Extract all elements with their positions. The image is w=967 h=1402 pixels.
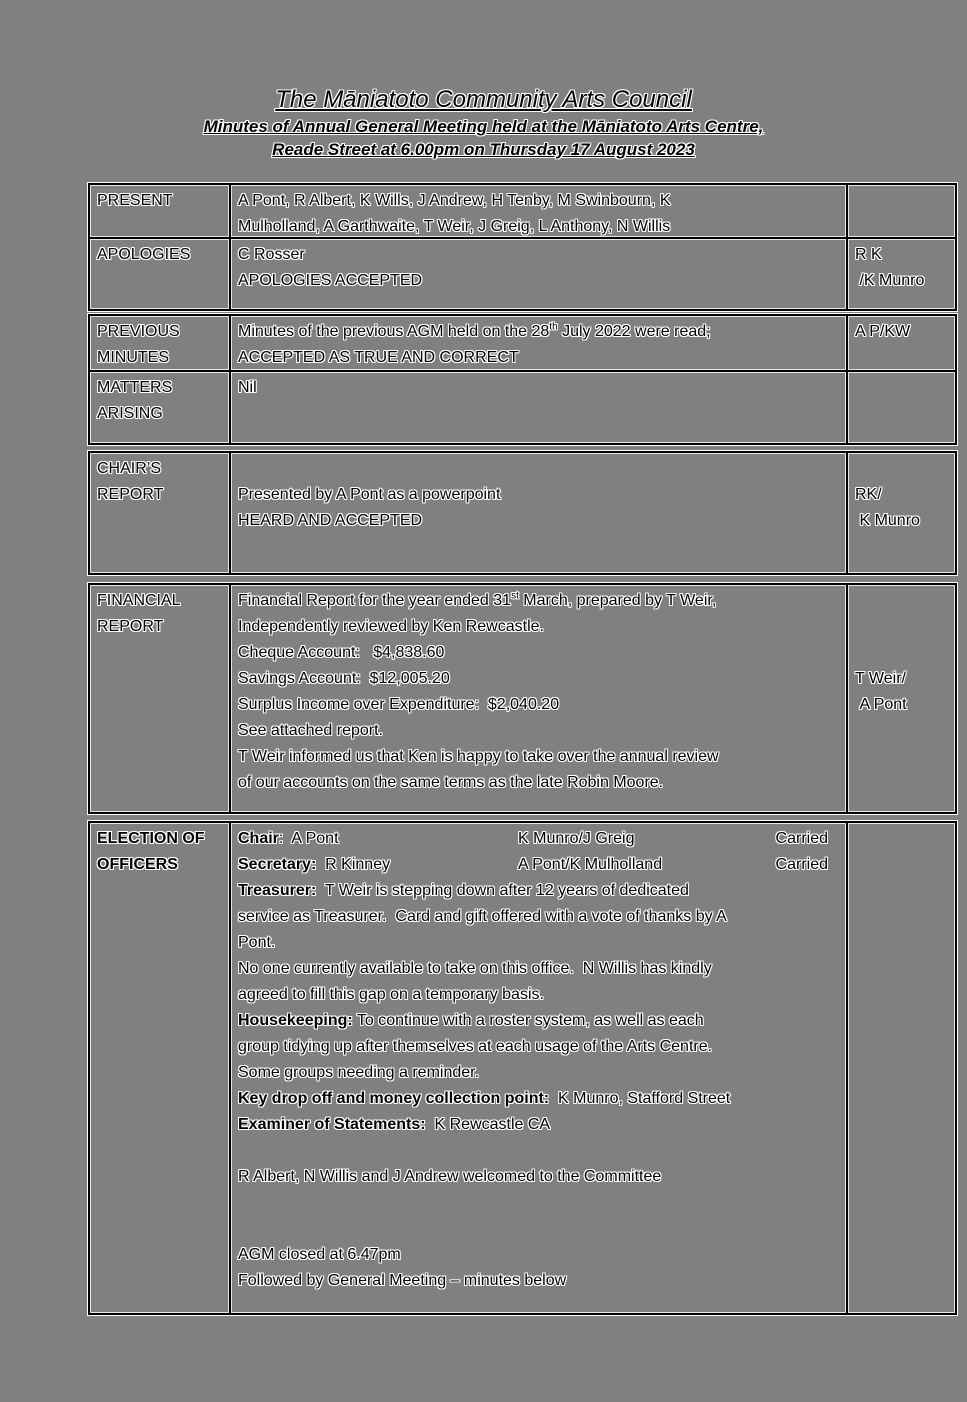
text-column: A Pont/K Mulholland bbox=[518, 856, 663, 873]
row-side-cell-chairs-report bbox=[846, 453, 955, 573]
text-segment: st bbox=[511, 590, 519, 602]
text-column: Carried bbox=[775, 830, 828, 847]
document-subtitle-line-2: Reade Street at 6.00pm on Thursday 17 August 2023 bbox=[272, 140, 695, 159]
text-line bbox=[855, 456, 947, 482]
text-line: Presented by A Pont as a powerpoint bbox=[238, 486, 501, 503]
text-column: Chair: A Pont bbox=[238, 830, 339, 847]
row-label-cell-previous-minutes bbox=[90, 316, 229, 370]
row-side-cell-financial-report bbox=[846, 585, 955, 812]
text-line: Followed by General Meeting – minutes below bbox=[238, 1272, 567, 1289]
text-line bbox=[855, 588, 947, 614]
text-line: Housekeeping: To continue with a roster system, as well as each bbox=[238, 1012, 704, 1029]
text-line: Mulholland, A Garthwaite, T Weir, J Greig, L Anthony, N Willis bbox=[238, 218, 671, 235]
text-line: Surplus Income over Expenditure: $2,040.20 bbox=[238, 696, 560, 713]
minutes-table-section-previous-minutes-section bbox=[88, 314, 957, 445]
minutes-table-section-attendance bbox=[88, 183, 957, 311]
row-side-cell-present bbox=[846, 185, 955, 237]
text-line: HEARD AND ACCEPTED bbox=[238, 512, 423, 529]
text-line: CHAIR’S bbox=[97, 460, 162, 477]
document-title: The Māniatoto Community Arts Council bbox=[275, 86, 692, 113]
text-segment: Housekeeping: bbox=[238, 1012, 353, 1029]
text-line: Nil bbox=[238, 379, 257, 396]
text-line: Treasurer: T Weir is stepping down after 12 years of dedicated bbox=[238, 882, 689, 899]
text-segment: Key drop off and money collection point: bbox=[238, 1090, 550, 1107]
row-content-cell-chairs-report bbox=[229, 453, 846, 573]
text-line: /K Munro bbox=[855, 272, 925, 289]
text-line: R K bbox=[855, 246, 882, 263]
text-line: Minutes of the previous AGM held on the 28th July 2022 were read; bbox=[238, 321, 711, 340]
row-label-cell-matters-arising bbox=[90, 370, 229, 443]
row-content-cell-present bbox=[229, 185, 846, 237]
text-line bbox=[238, 1138, 838, 1164]
minutes-table-section-financial-report-section bbox=[88, 583, 957, 814]
row-side-cell-apologies bbox=[846, 237, 955, 309]
text-line: service as Treasurer. Card and gift offered with a vote of thanks by A bbox=[238, 908, 727, 925]
text-line: of our accounts on the same terms as the late Robin Moore. bbox=[238, 774, 664, 791]
text-line: ACCEPTED AS TRUE AND CORRECT bbox=[238, 349, 519, 366]
row-content-cell-matters-arising bbox=[229, 370, 846, 443]
text-line: AGM closed at 6.47pm bbox=[238, 1246, 401, 1263]
text-line: PREVIOUS bbox=[97, 323, 180, 340]
text-line: R Albert, N Willis and J Andrew welcomed to the Committee bbox=[238, 1168, 662, 1185]
text-line bbox=[238, 1216, 838, 1242]
text-line: APOLOGIES ACCEPTED bbox=[238, 272, 423, 289]
text-line: Cheque Account: $4,838.60 bbox=[238, 644, 445, 661]
text-line: T Weir informed us that Ken is happy to take over the annual review bbox=[238, 748, 719, 765]
row-label-cell-financial-report bbox=[90, 585, 229, 812]
row-label-cell-chairs-report bbox=[90, 453, 229, 573]
text-line: ARISING bbox=[97, 405, 163, 422]
text-line: OFFICERS bbox=[97, 856, 178, 873]
text-column: Secretary: R Kinney bbox=[238, 856, 391, 873]
text-segment: Chair bbox=[238, 830, 279, 847]
text-segment: Secretary: bbox=[238, 856, 317, 873]
text-line: Key drop off and money collection point: K Munro, Stafford Street bbox=[238, 1090, 731, 1107]
text-line: MATTERS bbox=[97, 379, 173, 396]
text-line: APOLOGIES bbox=[97, 246, 191, 263]
text-line: group tidying up after themselves at each usage of the Arts Centre. bbox=[238, 1038, 713, 1055]
text-line: K Munro bbox=[855, 512, 920, 529]
text-line: No one currently available to take on this office. N Willis has kindly bbox=[238, 960, 712, 977]
document-header bbox=[0, 0, 967, 161]
text-line bbox=[855, 640, 947, 666]
text-line bbox=[855, 614, 947, 640]
text-line: PRESENT bbox=[97, 192, 173, 209]
document-subtitle-line-1: Minutes of Annual General Meeting held at the Māniatoto Arts Centre, bbox=[203, 117, 764, 136]
text-line: A P/KW bbox=[855, 323, 911, 340]
text-line: Independently reviewed by Ken Rewcastle. bbox=[238, 618, 544, 635]
text-line: Financial Report for the year ended 31st March, prepared by T Weir, bbox=[238, 590, 717, 609]
text-line bbox=[238, 826, 838, 852]
text-line bbox=[238, 852, 838, 878]
text-line: A Pont bbox=[855, 696, 907, 713]
row-side-cell-previous-minutes bbox=[846, 316, 955, 370]
row-content-cell-apologies bbox=[229, 237, 846, 309]
text-line: FINANCIAL bbox=[97, 592, 181, 609]
text-line: T Weir/ bbox=[855, 670, 906, 687]
text-line: ELECTION OF bbox=[97, 830, 205, 847]
minutes-table-section-chairs-report-section bbox=[88, 451, 957, 575]
row-label-cell-apologies bbox=[90, 237, 229, 309]
text-line bbox=[238, 456, 838, 482]
row-side-cell-matters-arising bbox=[846, 370, 955, 443]
text-column: Carried bbox=[775, 856, 828, 873]
text-line: Pont. bbox=[238, 934, 276, 951]
text-line: RK/ bbox=[855, 486, 882, 503]
minutes-table-section-election-section bbox=[88, 821, 957, 1315]
text-segment: Treasurer: bbox=[238, 882, 317, 899]
row-content-cell-previous-minutes bbox=[229, 316, 846, 370]
minutes-tables bbox=[88, 183, 957, 1315]
text-line: Savings Account: $12,005.20 bbox=[238, 670, 450, 687]
text-line: REPORT bbox=[97, 486, 164, 503]
text-line bbox=[238, 1190, 838, 1216]
row-content-cell-election-of-officers bbox=[229, 823, 846, 1313]
text-segment: th bbox=[549, 321, 558, 333]
text-segment: Examiner of Statements: bbox=[238, 1116, 426, 1133]
text-column: K Munro/J Greig bbox=[518, 830, 635, 847]
row-content-cell-financial-report bbox=[229, 585, 846, 812]
row-label-cell-election-of-officers bbox=[90, 823, 229, 1313]
text-line: See attached report. bbox=[238, 722, 383, 739]
text-line: REPORT bbox=[97, 618, 164, 635]
text-line: agreed to fill this gap on a temporary basis. bbox=[238, 986, 544, 1003]
text-line: Some groups needing a reminder. bbox=[238, 1064, 480, 1081]
text-line: C Rosser bbox=[238, 246, 305, 263]
text-line: MINUTES bbox=[97, 349, 169, 366]
row-label-cell-present bbox=[90, 185, 229, 237]
text-line: A Pont, R Albert, K Wills, J Andrew, H Tenby, M Swinbourn, K bbox=[238, 192, 671, 209]
row-side-cell-election-of-officers bbox=[846, 823, 955, 1313]
text-line: Examiner of Statements: K Rewcastle CA bbox=[238, 1116, 551, 1133]
